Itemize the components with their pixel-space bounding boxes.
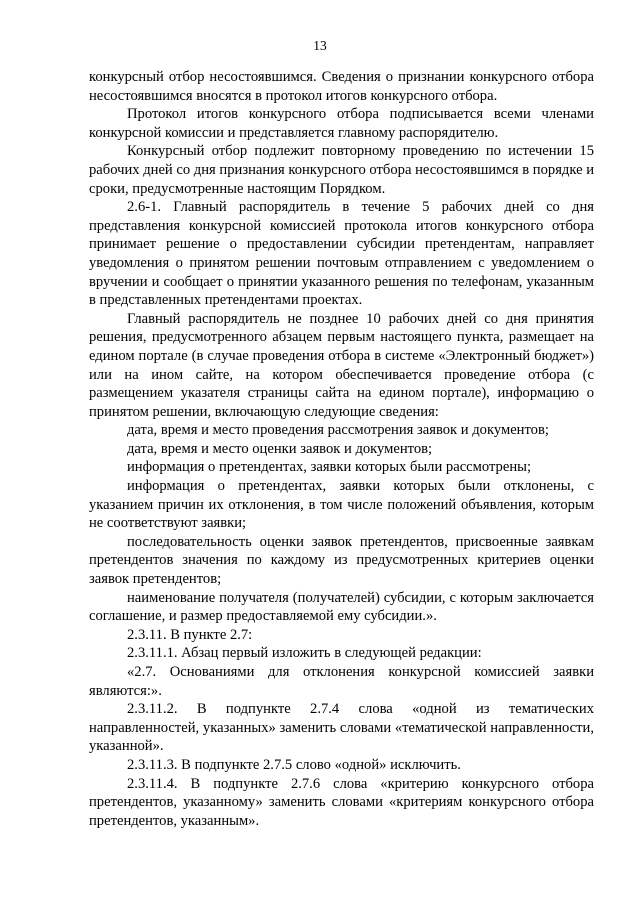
paragraph: 2.3.11.3. В подпункте 2.7.5 слово «одной» исключить. (127, 756, 461, 773)
paragraph: 2.3.11. В пункте 2.7: (127, 626, 253, 643)
list-item: последовательность оценки заявок претендентов, присвоенные заявкам претендентов значения по каждому из предусмотренных критериев оценки заявок претендентов; (89, 533, 594, 588)
paragraph: конкурсный отбор несостоявшимся. Сведения о признании конкурсного отбора несостоявшимся вносятся в протокол итогов конкурсного отбора. (89, 69, 594, 104)
paragraph: Конкурсный отбор подлежит повторному проведению по истечении 15 рабочих дней со дня признания конкурсного отбора несостоявшимся в порядке и сроки, предусмотренные настоящим Порядком. (89, 143, 595, 197)
list-item: информация о претендентах, заявки которых были рассмотрены; (127, 459, 531, 476)
page-number: 13 (313, 38, 327, 53)
list-item: дата, время и место оценки заявок и документов; (127, 440, 433, 457)
paragraph: 2.3.11.1. Абзац первый изложить в следующей редакции: (127, 645, 482, 662)
paragraph: 2.6-1. Главный распорядитель в течение 5 рабочих дней со дня представления конкурсной комиссией протокола итогов конкурсного отбора принимает решение о предоставлении субсидии претендентам, направляет уведомления о принятом решении почтовым отправлением с уведомлением о вручении и сообщает о принятии указанного решения по телефонам, указанным в представленных претендентами проектах. (89, 199, 594, 309)
paragraph: Главный распорядитель не позднее 10 рабочих дней со дня принятия решения, предусмотренного абзацем первым настоящего пункта, размещает на едином портале (в случае проведения отбора в системе «Электронный бюджет») или на ином сайте, на котором обеспечивается проведение отбора (с размещением указателя страницы сайта на едином портале), информацию о принятом решении, включающую следующие сведения: (89, 310, 594, 420)
paragraph: Протокол итогов конкурсного отбора подписывается всеми членами конкурсной комиссии и представляется главному распорядителю. (89, 106, 594, 141)
list-item: информация о претендентах, заявки которых были отклонены, с указанием причин их отклонения, в том числе положений объявления, которым не соответствуют заявки; (89, 478, 594, 532)
paragraph: «2.7. Основаниями для отклонения конкурсной комиссией заявки являются:». (89, 664, 594, 699)
list-item: дата, время и место проведения рассмотрения заявок и документов; (127, 422, 549, 439)
list-item: наименование получателя (получателей) субсидии, с которым заключается соглашение, и размер предоставляемой ему субсидии.». (89, 589, 594, 625)
document-body (89, 68, 594, 830)
paragraph: 2.3.11.4. В подпункте 2.7.6 слова «критерию конкурсного отбора претендентов, указанному» заменить словами «критериям конкурсного отбора претендентов, указанным». (89, 775, 594, 829)
paragraph: 2.3.11.2. В подпункте 2.7.4 слова «одной из тематических направленностей, указанных» заменить словами «тематической направленности, указанной». (89, 701, 594, 755)
